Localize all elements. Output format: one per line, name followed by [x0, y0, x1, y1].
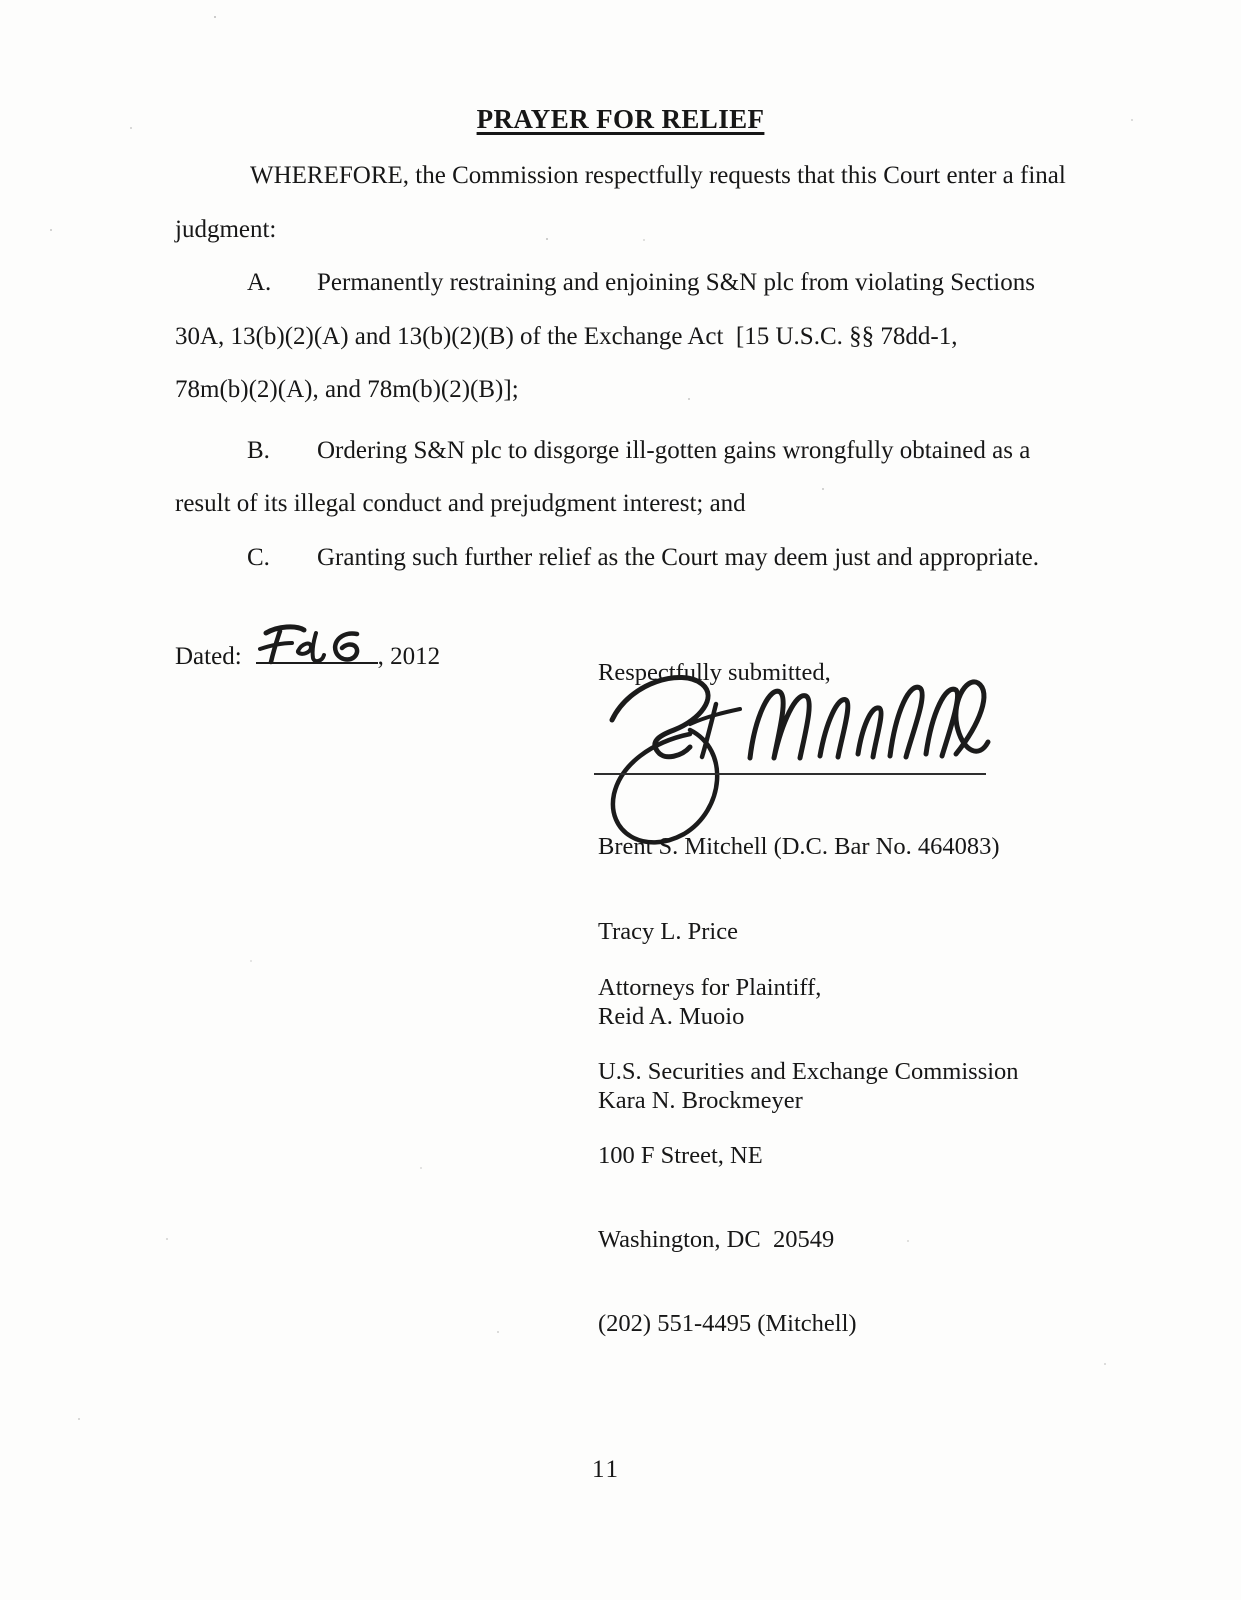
dated-line — [175, 628, 440, 677]
item-text: Ordering S&N plc to disgorge ill-gotten gains wrongfully obtained as a — [317, 436, 1031, 464]
salutation: Respectfully submitted, — [598, 659, 831, 686]
document-body — [175, 149, 1066, 584]
firm-line: (202) 551-4495 (Mitchell) — [598, 1310, 857, 1337]
attorney-name: Brent S. Mitchell (D.C. Bar No. 464083) — [598, 833, 1000, 860]
relief-item-c — [175, 531, 1055, 585]
attorney-name: Reid A. Muoio — [598, 1002, 745, 1030]
firm-address — [598, 918, 1019, 1394]
attorney-name: Tracy L. Price — [598, 917, 738, 945]
item-text-continued: 78m(b)(2)(A), and 78m(b)(2)(B)]; — [175, 376, 519, 403]
signature-underline — [594, 773, 986, 775]
item-text: Permanently restraining and enjoining S&N plc from violating Sections — [317, 269, 1035, 296]
firm-line: Washington, DC 20549 — [598, 1226, 835, 1253]
item-label: C. — [247, 543, 270, 571]
firm-line: Attorneys for Plaintiff, — [598, 974, 822, 1001]
relief-item-b — [175, 424, 1055, 478]
firm-line: 100 F Street, NE — [598, 1142, 763, 1169]
dated-year: , 2012 — [377, 643, 441, 670]
document-heading: PRAYER FOR RELIEF — [476, 104, 765, 134]
firm-line: U.S. Securities and Exchange Commission — [598, 1058, 1019, 1085]
dated-label: Dated: — [175, 643, 242, 670]
scan-noise — [0, 0, 2, 2]
item-text-continued: result of its illegal conduct and prejudgment interest; and — [175, 490, 746, 517]
date-blank-underline — [256, 628, 378, 664]
item-text: Granting such further relief as the Court may deem just and appropriate. — [317, 543, 1039, 571]
item-label: B. — [247, 436, 270, 464]
page-number: 11 — [591, 1456, 621, 1483]
intro-line: judgment: — [175, 215, 277, 243]
handwritten-date — [254, 621, 380, 669]
item-text-continued: 30A, 13(b)(2)(A) and 13(b)(2)(B) of the Exchange Act [15 U.S.C. §§ 78dd-1, — [175, 322, 958, 350]
relief-item-a — [175, 256, 1055, 310]
intro-line: WHEREFORE, the Commission respectfully requests that this Court enter a final — [250, 162, 1066, 189]
signature-block — [592, 658, 1022, 1337]
item-label: A. — [247, 269, 272, 296]
attorney-name: Kara N. Brockmeyer — [598, 1087, 803, 1115]
